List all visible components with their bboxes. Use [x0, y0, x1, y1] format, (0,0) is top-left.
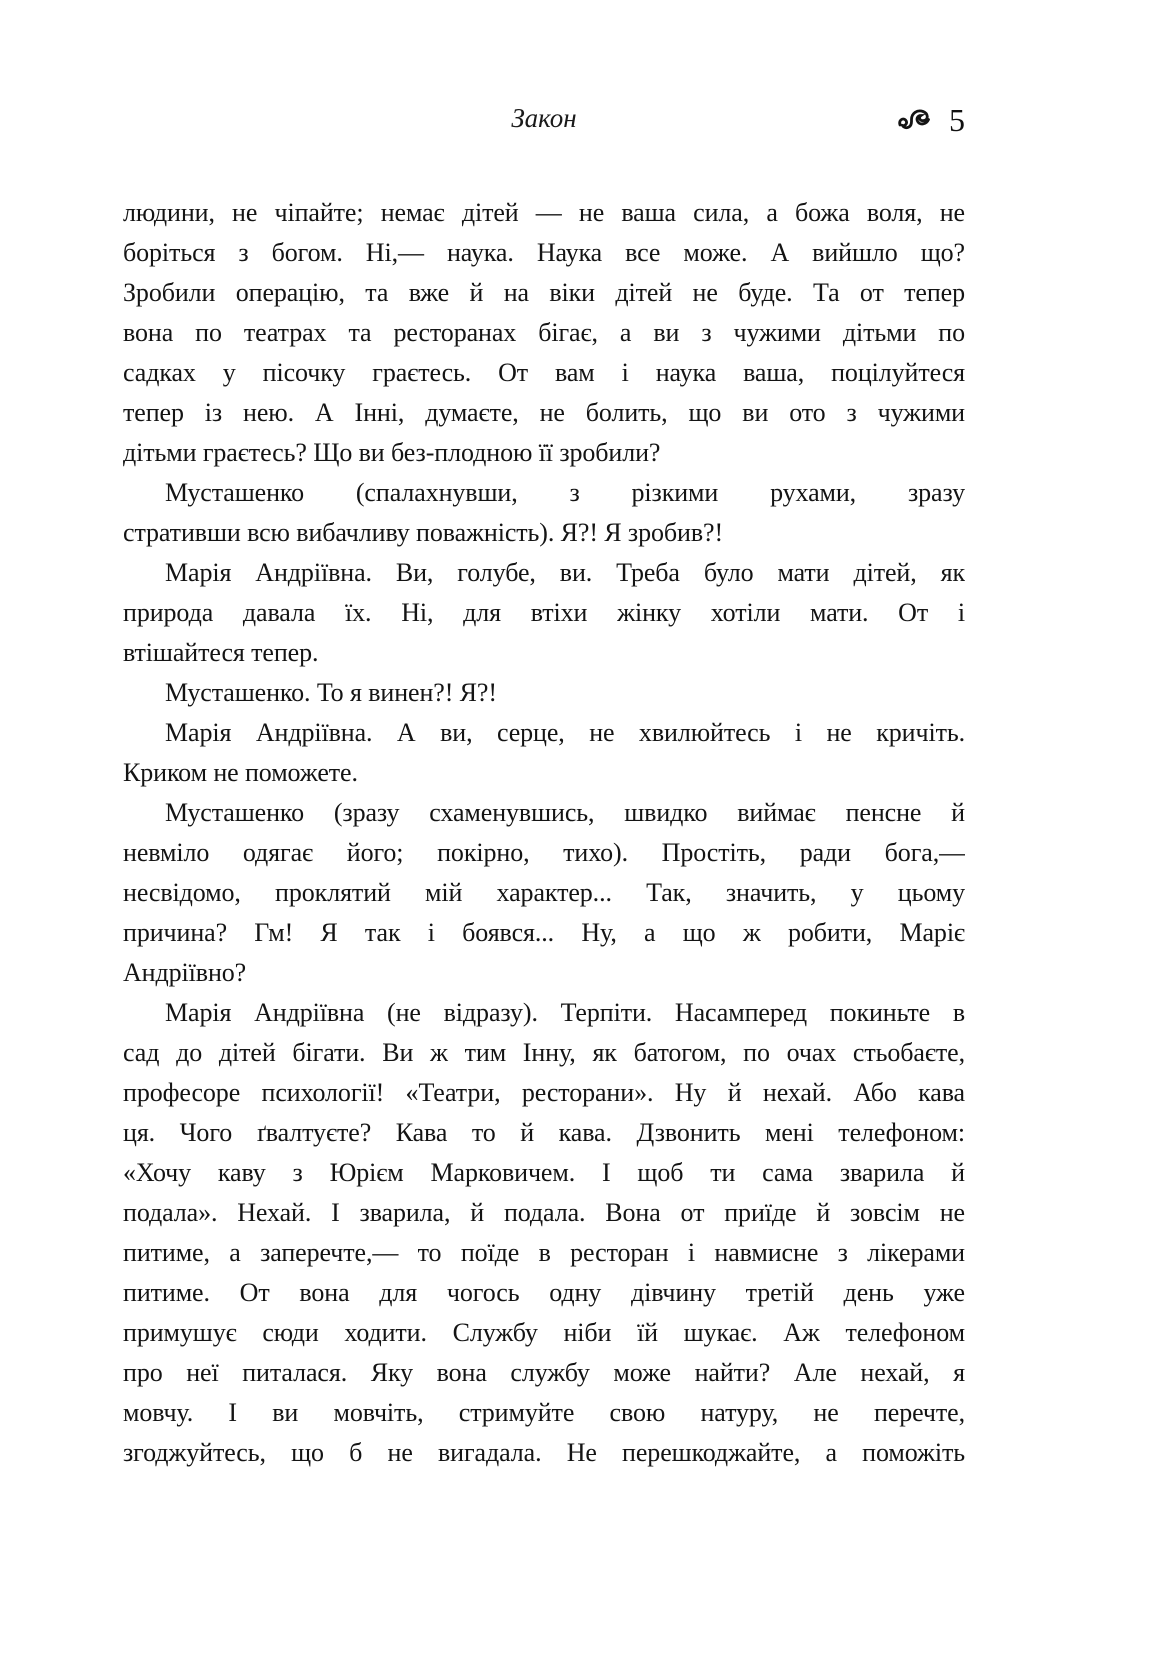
text-line: дітьми граєтесь? Що ви без-плодною її зробили?	[123, 438, 661, 467]
text-line: Зробили операцію, та вже й на віки дітей не буде. Та от тепер	[123, 278, 965, 307]
text-line: Криком не поможете.	[123, 758, 358, 787]
text-line: професоре психології! «Театри, ресторани». Ну й нехай. Або кава	[123, 1078, 965, 1107]
text-line: сад до дітей бігати. Ви ж тим Інну, як батогом, по очах стьобаєте,	[123, 1038, 965, 1067]
page-text	[123, 193, 965, 1473]
text-line: питиме. От вона для чогось одну дівчину третій день уже	[123, 1278, 965, 1307]
text-line: згоджуйтесь, що б не вигадала. Не перешкоджайте, а поможіть	[123, 1438, 965, 1467]
text-line: мовчу. І ви мовчіть, стримуйте свою натуру, не перечте,	[123, 1398, 965, 1427]
text-line: вона по театрах та ресторанах бігає, а ви з чужими дітьми по	[123, 318, 965, 347]
text-line: ця. Чого ґвалтуєте? Кава то й кава. Дзвонить мені телефоном:	[123, 1118, 965, 1147]
text-line: боріться з богом. Ні,— наука. Наука все може. А вийшло що?	[123, 238, 965, 267]
pagination	[897, 100, 965, 140]
text-line: примушує сюди ходити. Службу ніби їй шукає. Аж телефоном	[123, 1318, 965, 1347]
page-header	[123, 100, 965, 140]
text-line: людини, не чіпайте; немає дітей — не ваша сила, а божа воля, не	[123, 198, 965, 227]
text-line: невміло одягає його; покірно, тихо). Простіть, ради бога,—	[123, 838, 965, 867]
running-title: Закон	[511, 103, 577, 133]
text-line: природа давала їх. Ні, для втіхи жінку хотіли мати. От і	[123, 598, 965, 627]
text-line: Марія Андріївна. А ви, серце, не хвилюйтесь і не кричіть.	[165, 718, 965, 747]
text-line: Марія Андріївна (не відразу). Терпіти. Насамперед покиньте в	[165, 998, 965, 1027]
text-line: стративши всю вибачливу поважність). Я?! Я зробив?!	[123, 518, 724, 547]
fleuron-icon	[897, 107, 933, 133]
text-line: Мусташенко (зразу схаменувшись, швидко виймає пенсне й	[165, 798, 965, 827]
text-line: Мусташенко. То я винен?! Я?!	[165, 678, 497, 707]
text-line: про неї питалася. Яку вона службу може найти? Але нехай, я	[123, 1358, 965, 1387]
page-number: 5	[949, 102, 965, 138]
text-line: подала». Нехай. І зварила, й подала. Вона от приїде й зовсім не	[123, 1198, 965, 1227]
text-line: «Хочу каву з Юрієм Марковичем. І щоб ти сама зварила й	[123, 1158, 965, 1187]
text-line: причина? Гм! Я так і боявся... Ну, а що ж робити, Маріє	[123, 918, 965, 947]
text-line: Мусташенко (спалахнувши, з різкими рухами, зразу	[165, 478, 965, 507]
text-line: садках у пісочку граєтесь. От вам і наука ваша, поцілуйтеся	[123, 358, 965, 387]
text-line: Марія Андріївна. Ви, голубе, ви. Треба було мати дітей, як	[165, 558, 965, 587]
text-line: тепер із нею. А Інні, думаєте, не болить, що ви ото з чужими	[123, 398, 965, 427]
text-line: Андріївно?	[123, 958, 247, 987]
text-line: питиме, а заперечте,— то поїде в ресторан і навмисне з лікерами	[123, 1238, 965, 1267]
text-line: несвідомо, проклятий мій характер... Так, значить, у цьому	[123, 878, 965, 907]
text-line: втішайтеся тепер.	[123, 638, 319, 667]
